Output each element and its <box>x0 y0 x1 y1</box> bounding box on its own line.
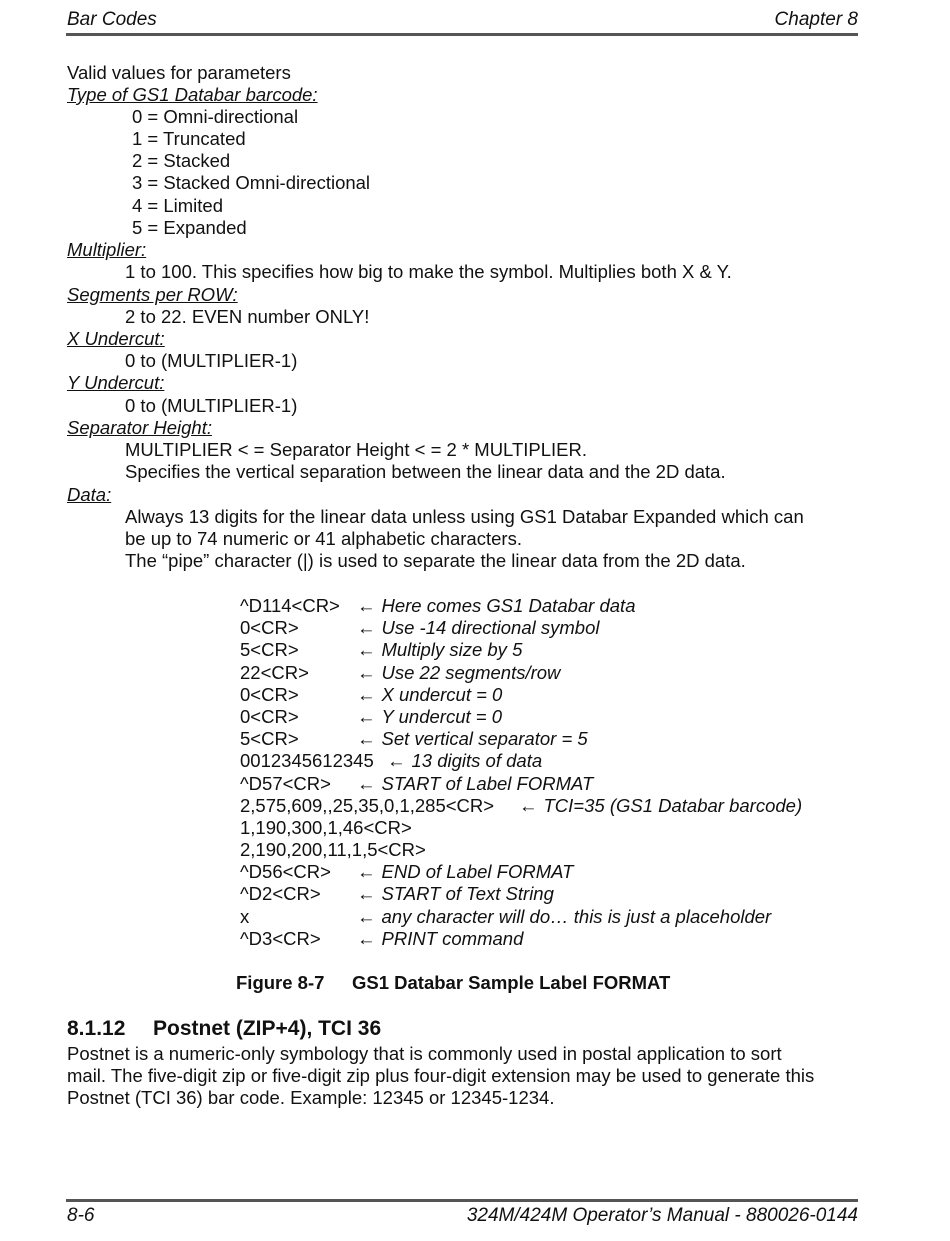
header-divider <box>66 33 858 36</box>
code-command: 0012345612345 <box>240 750 374 772</box>
code-command: ^D114<CR> <box>240 595 340 616</box>
section-body-text: Postnet is a numeric-only symbology that is commonly used in postal application to sort <box>67 1043 782 1064</box>
arrow-icon: ← <box>357 661 376 683</box>
code-command: 2,575,609,,25,35,0,1,285<CR> <box>240 794 495 816</box>
header-chapter: Chapter 8 <box>774 9 858 30</box>
separator-heading: Separator Height: <box>67 417 213 438</box>
data-text: Always 13 digits for the linear data unless using GS1 Databar Expanded which can <box>125 506 804 527</box>
arrow-icon: ← <box>357 728 376 750</box>
data-text: The “pipe” character (|) is used to separate the linear data from the 2D data. <box>125 550 746 571</box>
multiplier-heading: Multiplier: <box>67 239 147 260</box>
type-option: 3 = Stacked Omni-directional <box>132 172 371 193</box>
segments-heading: Segments per ROW: <box>67 284 238 305</box>
y-undercut-heading: Y Undercut: <box>67 372 165 393</box>
arrow-icon: ← <box>387 750 406 772</box>
code-command: 5<CR> <box>240 728 299 750</box>
code-comment: ← Here comes GS1 Databar data <box>357 595 636 616</box>
section-heading <box>67 1017 381 1041</box>
separator-text: MULTIPLIER < = Separator Height < = 2 * MULTIPLIER. <box>125 439 588 460</box>
code-comment: ← Use 22 segments/row <box>357 661 561 683</box>
code-command: 5<CR> <box>240 639 299 661</box>
page-footer <box>67 1205 858 1229</box>
arrow-icon: ← <box>357 683 376 705</box>
code-comment: ← Multiply size by 5 <box>357 639 523 661</box>
type-option: 5 = Expanded <box>132 217 247 238</box>
code-comment: ← TCI=35 (GS1 Databar barcode) <box>519 794 803 816</box>
type-option: 1 = Truncated <box>132 128 246 149</box>
code-command: 0<CR> <box>240 617 299 639</box>
code-command: 1,190,300,1,46<CR> <box>240 816 412 838</box>
arrow-icon: ← <box>357 595 376 616</box>
arrow-icon: ← <box>357 905 376 927</box>
x-undercut-text: 0 to (MULTIPLIER-1) <box>125 350 298 371</box>
arrow-icon: ← <box>357 772 376 794</box>
code-comment: ← PRINT command <box>357 927 524 949</box>
segments-text: 2 to 22. EVEN number ONLY! <box>125 306 370 327</box>
figure-title: GS1 Databar Sample Label FORMAT <box>352 972 671 993</box>
header-section-title: Bar Codes <box>67 9 157 30</box>
manual-title: 324M/424M Operator’s Manual - 880026-0144 <box>466 1205 858 1226</box>
code-comment: ← Set vertical separator = 5 <box>357 728 588 750</box>
type-option: 0 = Omni-directional <box>132 106 299 127</box>
section-title: Postnet (ZIP+4), TCI 36 <box>153 1017 382 1040</box>
intro-text: Valid values for parameters <box>67 62 291 83</box>
type-option: 4 = Limited <box>132 195 224 216</box>
separator-text: Specifies the vertical separation between the linear data and the 2D data. <box>125 461 726 482</box>
code-comment: ← Use -14 directional symbol <box>357 617 600 639</box>
code-comment: ← Y undercut = 0 <box>357 705 503 727</box>
code-comment: ← any character will do… this is just a placeholder <box>357 905 772 927</box>
y-undercut-text: 0 to (MULTIPLIER-1) <box>125 395 298 416</box>
type-option: 2 = Stacked <box>132 150 231 171</box>
arrow-icon: ← <box>357 883 376 905</box>
code-comment: ← X undercut = 0 <box>357 683 503 705</box>
figure-caption <box>236 972 670 994</box>
code-comment: ← START of Text String <box>357 883 554 905</box>
arrow-icon: ← <box>357 927 376 949</box>
section-number: 8.1.12 <box>67 1017 126 1040</box>
code-command: 0<CR> <box>240 683 299 705</box>
code-comment: ← START of Label FORMAT <box>357 772 594 794</box>
section-body-text: Postnet (TCI 36) bar code. Example: 12345 or 12345-1234. <box>67 1087 555 1108</box>
code-command: ^D57<CR> <box>240 772 331 794</box>
code-command: x <box>240 905 250 927</box>
arrow-icon: ← <box>357 617 376 639</box>
code-command: ^D56<CR> <box>240 861 331 883</box>
page-number: 8-6 <box>67 1205 95 1226</box>
code-command: 22<CR> <box>240 661 309 683</box>
section-body-text: mail. The five-digit zip or five-digit zip plus four-digit extension may be used to generate this <box>67 1065 815 1086</box>
data-text: be up to 74 numeric or 41 alphabetic characters. <box>125 528 522 549</box>
x-undercut-heading: X Undercut: <box>67 328 165 349</box>
multiplier-text: 1 to 100. This specifies how big to make the symbol. Multiplies both X & Y. <box>125 261 732 282</box>
arrow-icon: ← <box>519 794 538 816</box>
arrow-icon: ← <box>357 705 376 727</box>
arrow-icon: ← <box>357 861 376 883</box>
footer-divider <box>66 1199 858 1202</box>
type-heading: Type of GS1 Databar barcode: <box>67 84 318 105</box>
code-command: ^D2<CR> <box>240 883 321 905</box>
code-command: 2,190,200,11,1,5<CR> <box>240 839 426 861</box>
code-comment: ← END of Label FORMAT <box>357 861 574 883</box>
page-header <box>67 9 858 33</box>
code-command: 0<CR> <box>240 705 299 727</box>
code-command: ^D3<CR> <box>240 927 321 949</box>
data-heading: Data: <box>67 484 112 505</box>
figure-number: Figure 8-7 <box>236 972 325 993</box>
code-comment: ← 13 digits of data <box>387 750 543 772</box>
arrow-icon: ← <box>357 639 376 661</box>
